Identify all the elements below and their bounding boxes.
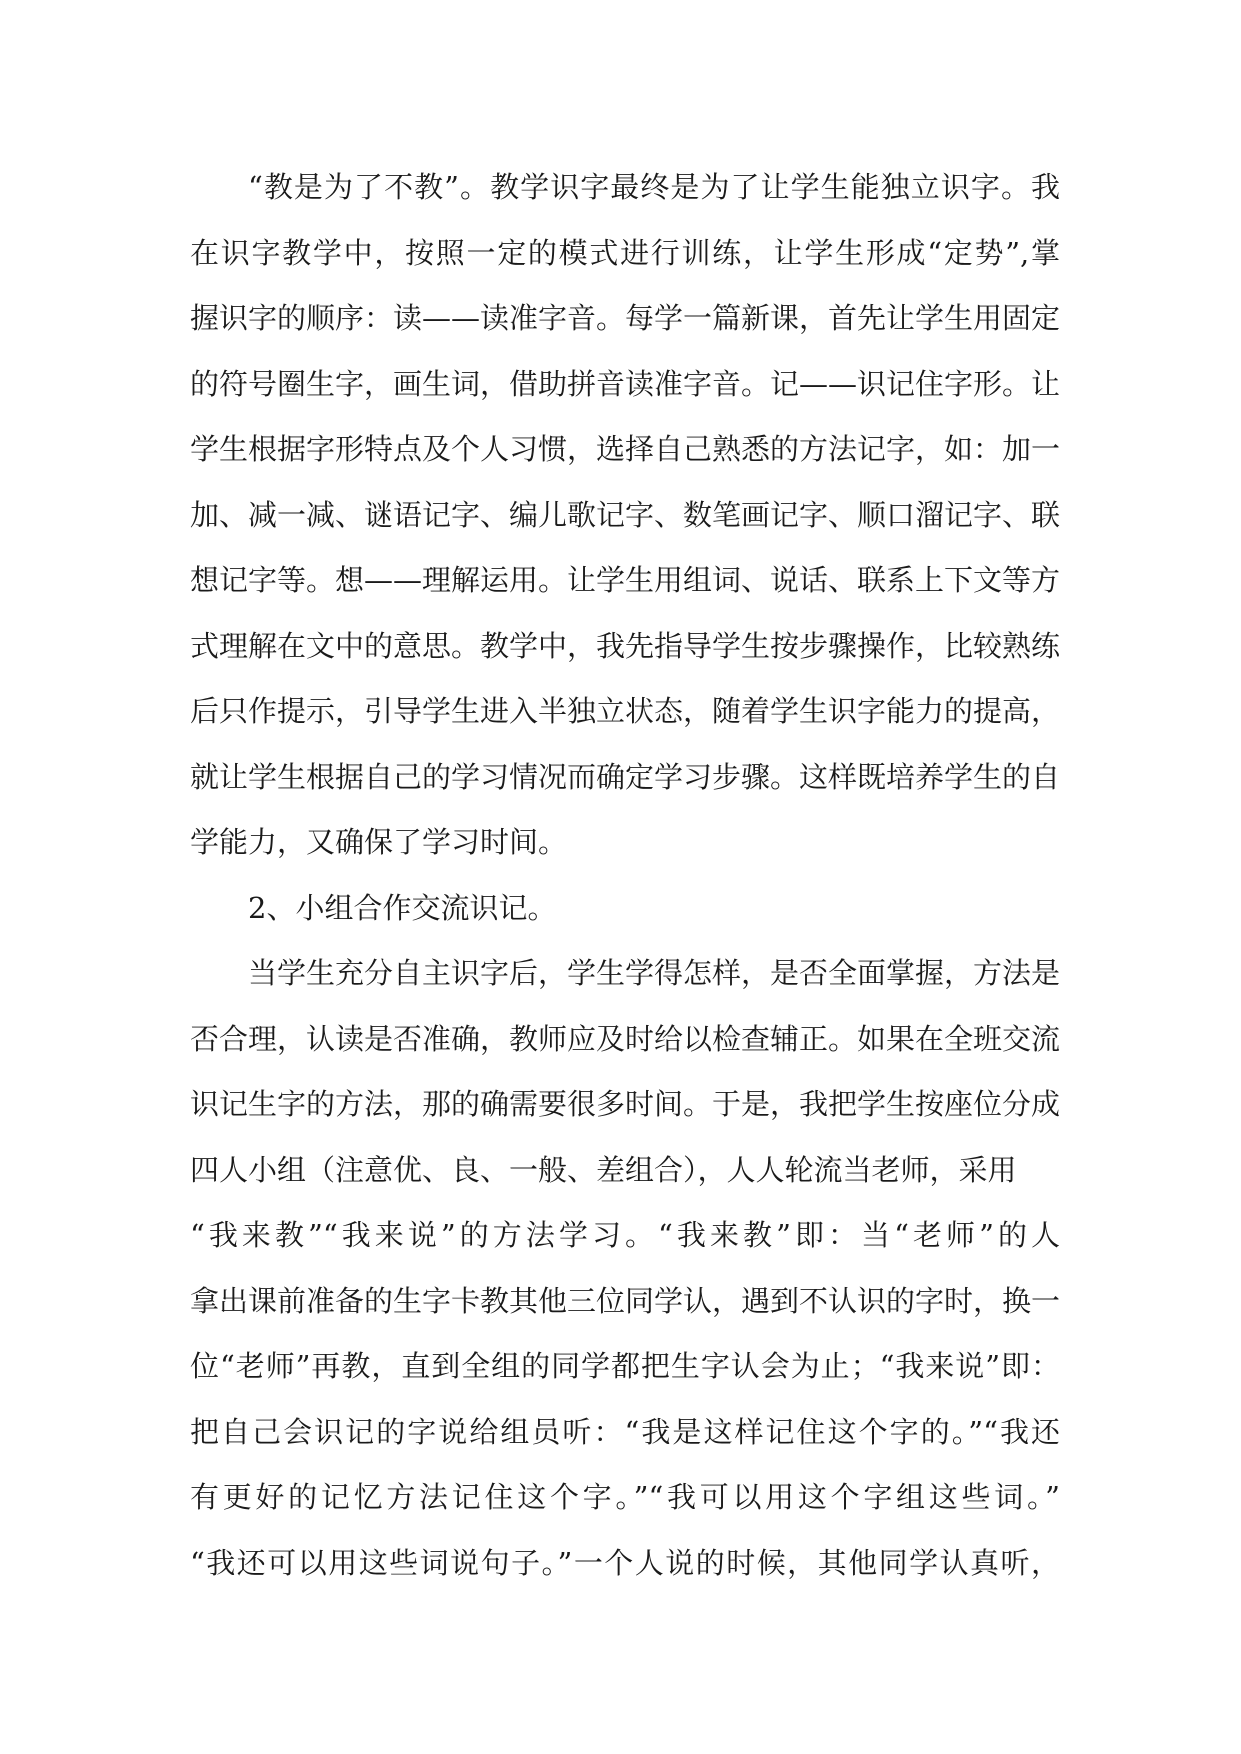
paragraph-line: 四人小组（注意优、良、一般、差组合），人人轮流当老师，采用 [190, 1152, 1017, 1187]
paragraph-line: 拿出课前准备的生字卡教其他三位同学认，遇到不认识的字时，换一 [190, 1283, 1061, 1318]
paragraph-line: 后只作提示，引导学生进入半独立状态，随着学生识字能力的提高， [190, 694, 1061, 728]
paragraph-line: 在识字教学中，按照一定的模式进行训练，让学生形成“定势”,掌 [190, 235, 1060, 270]
paragraph-line: 式理解在文中的意思。教学中，我先指导学生按步骤操作，比较熟练 [190, 628, 1061, 663]
paragraph-line: 位“老师”再教，直到全组的同学都把生字认会为止；“我来说”即： [190, 1349, 1060, 1383]
paragraph-line: 识记生字的方法，那的确需要很多时间。于是，我把学生按座位分成 [190, 1087, 1061, 1121]
section-heading: 2、小组合作交流识记。 [248, 890, 557, 925]
paragraph-line: 学能力，又确保了学习时间。 [190, 825, 568, 859]
paragraph-line: “教是为了不教”。教学识字最终是为了让学生能独立识字。我 [248, 170, 1060, 204]
paragraph-line: 握识字的顺序：读——读准字音。每学一篇新课，首先让学生用固定 [190, 301, 1061, 335]
paragraph-line: 当学生充分自主识字后，学生学得怎样，是否全面掌握，方法是 [248, 956, 1061, 990]
paragraph-line: “我还可以用这些词说句子。”一个人说的时候，其他同学认真听， [190, 1545, 1060, 1580]
paragraph-line: 就让学生根据自己的学习情况而确定学习步骤。这样既培养学生的自 [190, 759, 1061, 794]
paragraph-line: “我来教”“我来说”的方法学习。“我来教”即：当“老师”的人 [190, 1218, 1060, 1252]
paragraph-line: 想记字等。想——理解运用。让学生用组词、说话、联系上下文等方 [190, 563, 1061, 597]
paragraph-line: 的符号圈生字，画生词，借助拼音读准字音。记——识记住字形。让 [190, 366, 1061, 401]
paragraph-line: 有更好的记忆方法记住这个字。”“我可以用这个字组这些词。” [190, 1480, 1060, 1514]
paragraph-line: 学生根据字形特点及个人习惯，选择自己熟悉的方法记字，如：加一 [190, 432, 1061, 466]
paragraph-line: 否合理，认读是否准确，教师应及时给以检查辅正。如果在全班交流 [190, 1021, 1061, 1056]
paragraph-line: 把自己会识记的字说给组员听：“我是这样记住这个字的。”“我还 [190, 1414, 1060, 1449]
paragraph-line: 加、减一减、谜语记字、编儿歌记字、数笔画记字、顺口溜记字、联 [190, 497, 1061, 532]
body-text [190, 155, 1060, 1596]
